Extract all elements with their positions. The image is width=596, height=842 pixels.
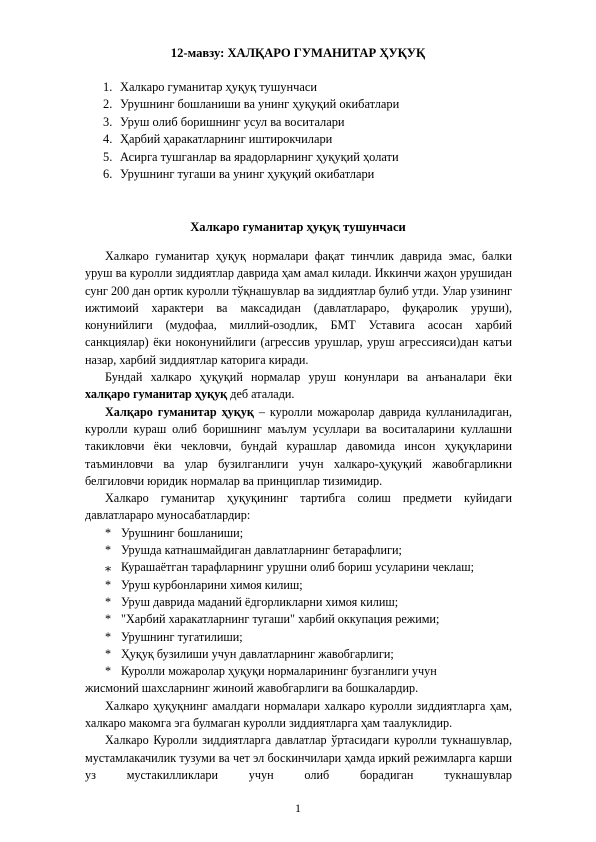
bullet-mark: *: [105, 629, 112, 644]
document-title: 12-мавзу: ХАЛҚАРО ГУМАНИТАР ҲУҚУҚ: [170, 46, 426, 60]
paragraph-definition: [85, 404, 512, 490]
paragraph-text: деб аталади.: [230, 387, 295, 402]
list-item-text: Урушда катнашмайдиган давлатларнинг бетарафлиги;: [121, 543, 402, 558]
bullet-mark: *: [105, 664, 112, 679]
term-highlight: халқаро гуманитар ҳуқуқ: [85, 387, 228, 402]
list-item: [85, 629, 512, 646]
list-item-text: "Харбий харакатларнинг тугаши" харбий оккупация режими;: [121, 612, 440, 627]
outline-number: 2.: [103, 97, 113, 112]
outline-text: Урушнинг тугаши ва унинг ҳуқуқий окибатлари: [120, 167, 375, 182]
list-item-text: Урушнинг тугатилиши;: [121, 629, 243, 644]
outline-number: 3.: [103, 114, 113, 129]
bullet-mark: *: [105, 543, 112, 558]
list-item: [85, 525, 512, 542]
page-number: 1: [295, 801, 301, 815]
outline-item: [103, 79, 399, 96]
outline-text: Халкаро гуманитар ҳуқуқ тушунчаси: [120, 80, 317, 94]
list-item-text: Уруш курбонларини химоя килиш;: [121, 577, 303, 592]
subject-list: [85, 525, 512, 698]
outline-item: [103, 166, 399, 183]
list-item-text: Ҳуқуқ бузилиши учун давлатларнинг жавобгарлиги;: [121, 646, 394, 661]
bullet-mark: *: [105, 577, 112, 592]
outline-item: [103, 149, 399, 166]
outline-number: 1.: [103, 80, 113, 94]
list-item: [85, 559, 512, 576]
section-heading: Халкаро гуманитар ҳуқуқ тушунчаси: [190, 220, 406, 234]
bullet-mark: *: [105, 612, 112, 627]
paragraph-applicability: Халкаро ҳуқуқнинг амалдаги нормалари халкаро куролли зиддиятларга ҳам, халкаро макомга эга булмаган куролли зиддиятларга ҳам таалуклидир.: [85, 698, 512, 731]
paragraph-term-intro: [85, 369, 512, 404]
list-item: [85, 577, 512, 594]
paragraph-text: Бундай халкаро ҳуқуқий нормалар уруш конунлари ва анъаналари ёки: [105, 370, 512, 385]
list-item-text: Куролли можаролар ҳуқуқи нормаларининг бузганлиги учун: [121, 664, 437, 679]
section-body: [85, 248, 512, 784]
list-item: [85, 663, 512, 680]
list-item-text: Урушнинг бошланиши;: [121, 525, 244, 540]
list-item: [85, 611, 512, 628]
outline-item: [103, 131, 399, 148]
outline-item: [103, 96, 399, 113]
outline-number: 5.: [103, 149, 113, 164]
bullet-mark: ⁎: [105, 560, 112, 575]
outline-number: 6.: [103, 167, 113, 182]
list-item-text: Уруш даврида маданий ёдгорликларни химоя килиш;: [121, 594, 399, 609]
bullet-mark: *: [105, 525, 112, 540]
paragraph-text: – куролли можаролар даврида кулланиладиган, куролли кураш олиб боришнинг маълум усуллари ва воситаларини куллашни такикловчи ёки чекловчи, бундай курашлар давомида инсон ҳуқуқларини таъминловчи ва улар бузилганлиги учун халкаро-ҳуқуқий жавобгарликни белгиловчи юридик нормалар ва принциплар тизимидир.: [85, 404, 512, 488]
outline-text: Асирга тушганлар ва ярадорларнинг ҳуқуқий ҳолати: [120, 149, 399, 164]
outline-text: Ҳарбий ҳаракатларнинг иштирокчилари: [120, 132, 333, 147]
list-item: [85, 542, 512, 559]
bullet-mark: *: [105, 594, 112, 609]
list-item: [85, 646, 512, 663]
topic-outline: [103, 79, 399, 183]
list-item: [85, 594, 512, 611]
list-item-text: Курашаётган тарафларнинг урушни олиб бориш усуларини чеклаш;: [121, 560, 475, 575]
paragraph-definition-scope: Халкаро гуманитар ҳуқуқ нормалари фақат тинчлик даврида эмас, балки уруш ва куролли зиддиятлар даврида ҳам амал килади. Иккинчи жаҳон урушидан сунг 200 дан ортик куролли тўқнашувлар ва зиддиятлар булиб утди. Улар узининг ижтимоий характери ва максадидан (давлатлараро, фуқаролик уруши), конунийлиги (мудофаа, миллий-озодлик, БМТ Уставига асосан харбий санкциялар) ёки ноконунийлиги (агрессив урушлар, уруш агрессияси)дан катъи назар, харбий зиддиятлар каторига киради.: [85, 249, 512, 367]
outline-number: 4.: [103, 132, 113, 147]
paragraph-armed-conflicts: Халкаро Куролли зиддиятларга давлатлар ўртасидаги куролли тукнашувлар, мустамлакачилик тузуми ва чет эл боскинчилари ҳамда иркий режимларга карши уз мустакилликлари учун олиб борадиган тукнашувлар: [85, 733, 512, 782]
outline-text: Уруш олиб боришнинг усул ва воситалари: [120, 114, 345, 129]
paragraph-subject: Халкаро гуманитар ҳуқуқининг тартибга солиш предмети куйидаги давлатлараро муносабатлардир:: [85, 491, 512, 523]
outline-item: [103, 114, 399, 131]
list-item-continuation: жисмоний шахсларнинг жиноий жавобгарлиги ва бошкалардир.: [85, 681, 419, 696]
bullet-mark: *: [105, 646, 112, 661]
outline-text: Урушнинг бошланиши ва унинг ҳуқуқий окибатлари: [120, 97, 400, 112]
term-highlight: Халқаро гуманитар ҳуқуқ: [105, 404, 254, 419]
